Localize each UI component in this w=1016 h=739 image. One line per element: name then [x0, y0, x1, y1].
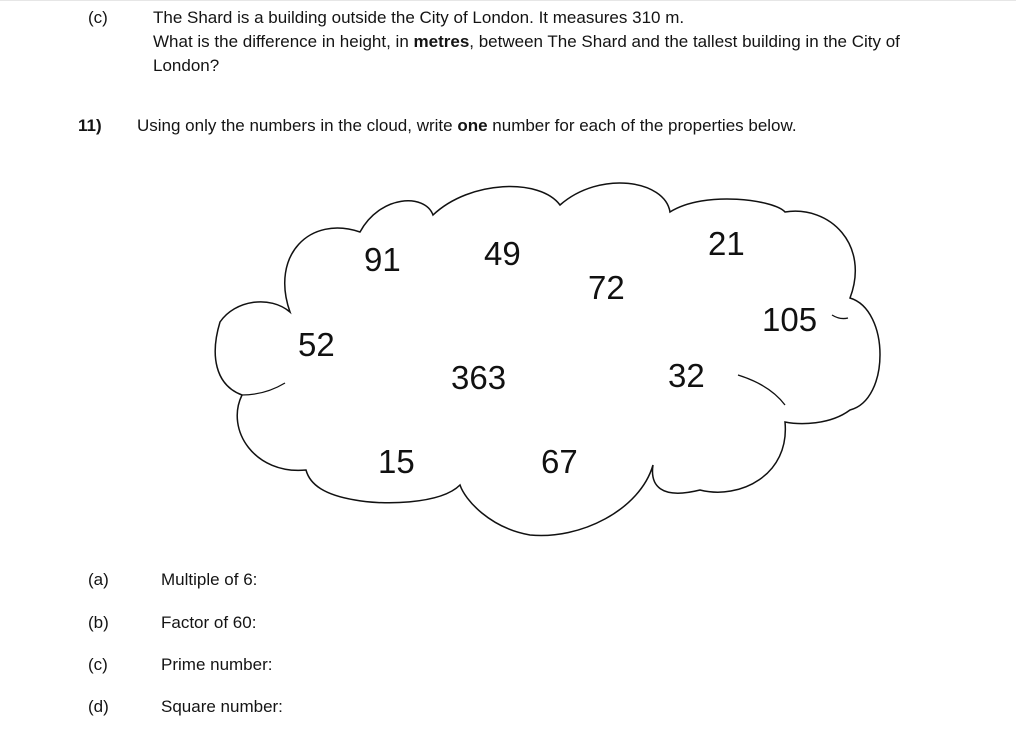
- part-c-text: Prime number:: [161, 655, 273, 674]
- question-11-bold-one: one: [457, 116, 488, 135]
- question-11-text-end: number for each of the properties below.: [487, 116, 797, 135]
- cloud-tail-lower-right: [738, 375, 785, 405]
- part-c-line-3: London?: [153, 56, 220, 75]
- cloud-number: 52: [298, 326, 335, 363]
- cloud-number: 32: [668, 357, 705, 394]
- part-c-line-2-end: , between The Shard and the tallest building in the City of: [469, 32, 900, 51]
- cloud-number: 105: [762, 301, 818, 338]
- part-b-text: Factor of 60:: [161, 613, 257, 632]
- question-11-text-start: Using only the numbers in the cloud, write: [137, 116, 458, 135]
- part-c-bold-metres: metres: [413, 32, 470, 51]
- part-d-label: (d): [88, 697, 109, 716]
- part-c-label: (c): [88, 8, 108, 27]
- question-11-number: 11): [78, 116, 102, 135]
- cloud-number: 67: [541, 443, 578, 480]
- part-b-label: (b): [88, 613, 109, 632]
- part-c-line-1: The Shard is a building outside the City of London. It measures 310 m.: [153, 8, 685, 27]
- part-a-label: (a): [88, 570, 109, 589]
- cloud-number: 49: [484, 235, 521, 272]
- part-c-label-sub: (c): [88, 655, 108, 674]
- cloud-number: 72: [588, 269, 625, 306]
- part-d-text: Square number:: [161, 697, 283, 716]
- part-a-text: Multiple of 6:: [161, 570, 258, 589]
- cloud-tail-right: [832, 315, 848, 319]
- cloud-number: 15: [378, 443, 415, 480]
- cloud-number: 91: [364, 241, 401, 278]
- part-c-line-2-start: What is the difference in height, in: [153, 32, 414, 51]
- cloud-number: 363: [451, 359, 507, 396]
- cloud-tail-left: [242, 383, 285, 395]
- cloud-number: 21: [708, 225, 745, 262]
